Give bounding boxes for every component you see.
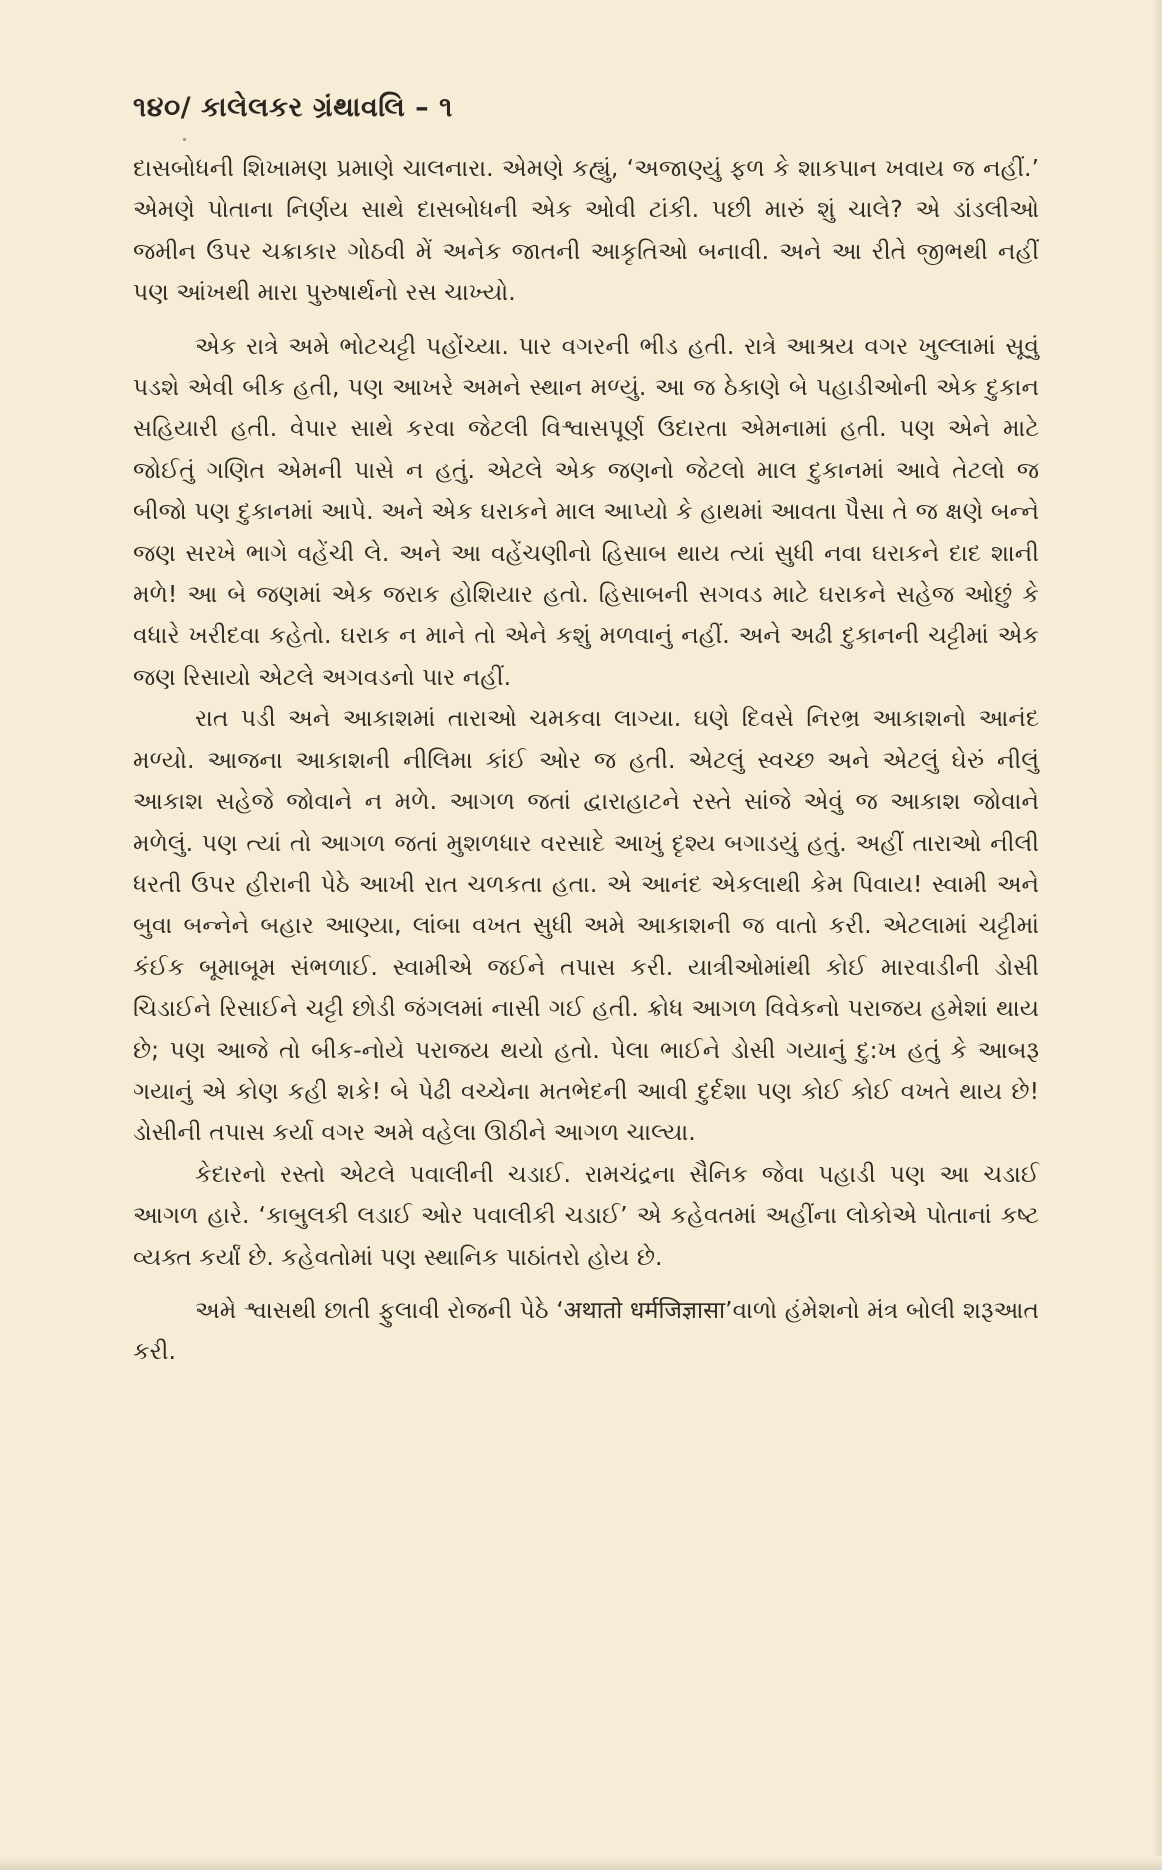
paragraph-4: કેદારનો રસ્તો એટલે પવાલીની ચડાઈ. રામચંદ્રના સૈનિક જેવા પહાડી પણ આ ચડાઈ આગળ હારે. ‘કાબુલકી લડાઈ ઓર પવાલીકી ચડાઈ’ એ કહેવતમાં અહીંના લોકોએ પોતાનાં કષ્ટ વ્યક્ત કર્યાં છે. કહેવતોમાં પણ સ્થાનિક પાઠાંતરો હોય છે. bbox=[133, 1159, 1039, 1271]
paragraph-2: એક રાત્રે અમે ભોટચટ્ટી પહોંચ્યા. પાર વગરની ભીડ હતી. રાત્રે આશ્રય વગર ખુલ્લામાં સૂવું પડશે એવી બીક હતી, પણ આખરે અમને સ્થાન મળ્યું. આ જ ઠેકાણે બે પહાડીઓની એક દુકાન સહિયારી હતી. વેપાર સાથે કરવા જેટલી વિશ્વાસપૂર્ણ ઉદારતા એમનામાં હતી. પણ એને માટે જોઈતું ગણિત એમની પાસે ન હતું. એટલે એક જણનો જેટલો માલ દુકાનમાં આવે તેટલો જ બીજો પણ દુકાનમાં આપે. અને એક ઘરાકને માલ આપ્યો કે હાથમાં આવતા પૈસા તે જ ક્ષણે બન્ને જણ સરખે ભાગે વહેંચી લે. અને આ વહેંચણીનો હિસાબ થાય ત્યાં સુધી નવા ઘરાકને દાદ શાની મળે! આ બે જણમાં એક જરાક હોશિયાર હતો. હિસાબની સગવડ માટે ઘરાકને સહેજ ઓછું કે વધારે ખરીદવા કહેતો. ઘરાક ન માને તો એને કશું મળવાનું નહીં. અને અઢી દુકાનની ચટ્ટીમાં એક જણ રિસાયો એટલે અગવડનો પાર નહીં. bbox=[133, 331, 1039, 691]
page-body bbox=[133, 148, 1039, 1373]
paragraph-gap bbox=[133, 1278, 1039, 1290]
running-head: ૧૪૦/ કાલેલકર ગ્રંથાવલિ – ૧ bbox=[133, 92, 453, 123]
ink-speck bbox=[183, 138, 186, 141]
page-edge-shadow bbox=[1152, 0, 1162, 1870]
page-bottom-shadow bbox=[0, 1856, 1162, 1870]
paragraph-gap bbox=[133, 314, 1039, 326]
paragraph-1: દાસબોધની શિખામણ પ્રમાણે ચાલનારા. એમણે કહ્યું, ‘અજાણ્યું ફળ કે શાકપાન ખવાય જ નહીં.’ એમણે પોતાના નિર્ણય સાથે દાસબોધની એક ઓવી ટાંકી. પછી મારું શું ચાલે? એ ડાંડલીઓ જમીન ઉપર ચક્રાકાર ગોઠવી મેં અનેક જાતની આકૃતિઓ બનાવી. અને આ રીતે જીભથી નહીં પણ આંખથી મારા પુરુષાર્થનો રસ ચાખ્યો. bbox=[133, 154, 1039, 307]
paragraph-5: અમે શ્વાસથી છાતી ફુલાવી રોજની પેઠે ‘अथातो धर्मजिज्ञासा’વાળો હંમેશનો મંત્ર બોલી શરૂઆત કરી. bbox=[133, 1295, 1039, 1366]
paragraph-3: રાત પડી અને આકાશમાં તારાઓ ચમકવા લાગ્યા. ઘણે દિવસે નિરભ્ર આકાશનો આનંદ મળ્યો. આજના આકાશની નીલિમા કાંઈ ઓર જ હતી. એટલું સ્વચ્છ અને એટલું ઘેરું નીલું આકાશ સહેજે જોવાને ન મળે. આગળ જતાં દ્વારાહાટને રસ્તે સાંજે એવું જ આકાશ જોવાને મળેલું. પણ ત્યાં તો આગળ જતાં મુશળધાર વરસાદે આખું દૃશ્ય બગાડયું હતું. અહીં તારાઓ નીલી ધરતી ઉપર હીરાની પેઠે આખી રાત ચળકતા હતા. એ આનંદ એકલાથી કેમ પિવાય! સ્વામી અને બુવા બન્નેને બહાર આણ્યા, લાંબા વખત સુધી અમે આકાશની જ વાતો કરી. એટલામાં ચટ્ટીમાં કંઈક બૂમાબૂમ સંભળાઈ. સ્વામીએ જઈને તપાસ કરી. યાત્રીઓમાંથી કોઈ મારવાડીની ડોસી ચિડાઈને રિસાઈને ચટ્ટી છોડી જંગલમાં નાસી ગઈ હતી. ક્રોધ આગળ વિવેકનો પરાજય હમેશાં થાય છે; પણ આજે તો બીક-નોયે પરાજય થયો હતો. પેલા ભાઈને ડોસી ગયાનું દુ:ખ હતું કે આબરૂ ગયાનું એ કોણ કહી શકે! બે પેઢી વચ્ચેના મતભેદની આવી દુર્દશા પણ કોઈ કોઈ વખતે થાય છે! ડોસીની તપાસ કર્યા વગર અમે વહેલા ઊઠીને આગળ ચાલ્યા. bbox=[133, 704, 1039, 1147]
